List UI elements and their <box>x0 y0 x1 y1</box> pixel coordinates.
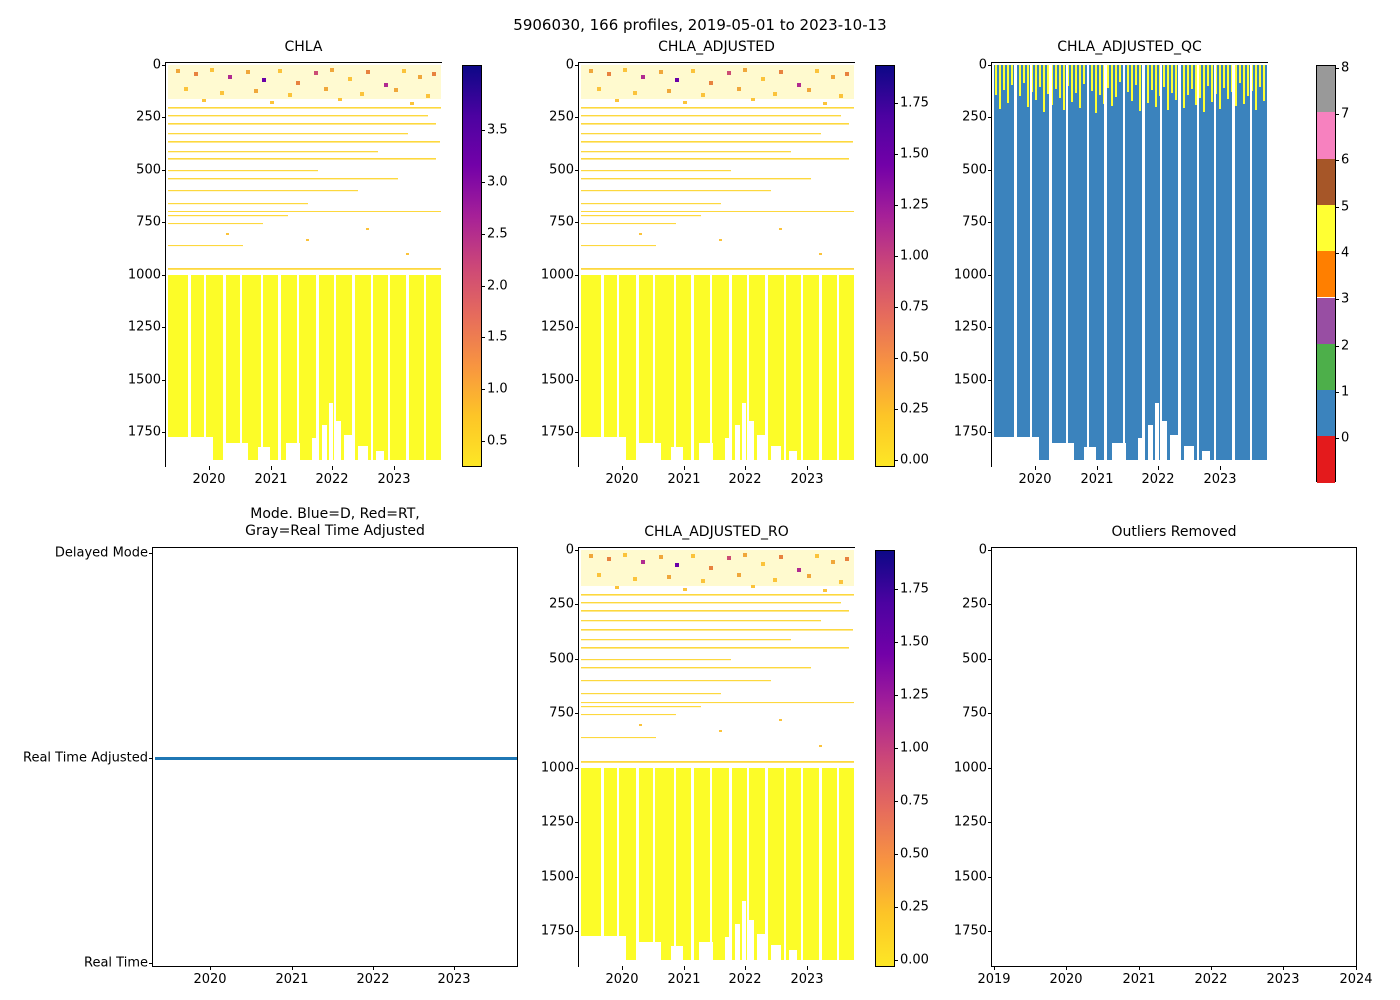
qc-tick-label: 0 <box>1341 430 1350 446</box>
xtick-label: 2022 <box>1194 972 1228 987</box>
xtick-label: 2020 <box>193 972 227 987</box>
panel-mode-title-line1: Mode. Blue=D, Red=RT, <box>250 506 420 522</box>
ytick-label: 1000 <box>953 267 987 283</box>
figure-suptitle: 5906030, 166 profiles, 2019-05-01 to 2023-10-13 <box>513 16 887 34</box>
cbtick-label: 1.0 <box>487 381 508 397</box>
xtick-label: 2023 <box>1266 972 1300 987</box>
xtick-label: 2023 <box>790 972 824 987</box>
cbtick-label: 1.00 <box>900 740 929 756</box>
panel-mode <box>23 506 518 987</box>
panel-chla <box>127 39 508 487</box>
ytick-label: 0 <box>565 57 574 73</box>
ytick-label: 250 <box>549 596 574 612</box>
qc-tick-label: 3 <box>1341 291 1350 307</box>
panel-chla-adjusted-qc-axes <box>953 57 1268 487</box>
colorbar-qc <box>1316 60 1350 482</box>
cbtick-label: 0.25 <box>900 899 929 915</box>
panel-mode-title <box>152 506 518 540</box>
cbtick-label: 0.50 <box>900 350 929 366</box>
cbtick-label: 1.25 <box>900 687 929 703</box>
xtick-label: 2021 <box>667 472 701 487</box>
qc-segment-7 <box>1317 112 1335 158</box>
cbtick-label: 2.5 <box>487 226 508 242</box>
ytick-label: 250 <box>962 596 987 612</box>
xtick-label: 2020 <box>605 472 639 487</box>
ytick-label: Delayed Mode <box>54 545 148 561</box>
ytick-label: 1000 <box>540 760 574 776</box>
qc-tick-label: 5 <box>1341 199 1350 215</box>
mode-series-line <box>155 757 517 760</box>
cbtick-label: 1.00 <box>900 248 929 264</box>
cbtick-label: 0.25 <box>900 401 929 417</box>
qc-segment-5 <box>1317 205 1335 251</box>
panel-chla-adjusted <box>540 39 929 487</box>
qc-segment-0 <box>1317 436 1335 483</box>
ytick-label: 1500 <box>953 372 987 388</box>
ytick-label: 750 <box>549 705 574 721</box>
ytick-label: 0 <box>152 57 161 73</box>
xtick-label: 2023 <box>377 472 411 487</box>
cbtick-label: 3.5 <box>487 122 508 138</box>
xtick-label: 2020 <box>1049 972 1083 987</box>
cbtick-label: 1.75 <box>900 581 929 597</box>
panel-outliers-removed-title: Outliers Removed <box>1111 524 1237 540</box>
xtick-label: 2023 <box>437 972 471 987</box>
qc-tick-label: 8 <box>1341 60 1350 76</box>
ytick-label: 750 <box>962 705 987 721</box>
xtick-label: 2023 <box>790 472 824 487</box>
qc-segment-2 <box>1317 344 1335 390</box>
xtick-label: 2021 <box>1122 972 1156 987</box>
ytick-label: 1250 <box>540 319 574 335</box>
ytick-label: 750 <box>962 214 987 230</box>
ytick-label: 500 <box>549 162 574 178</box>
qc-tick-label: 2 <box>1341 338 1350 354</box>
cbtick-label: 3.0 <box>487 174 508 190</box>
ytick-label: 0 <box>978 542 987 558</box>
cbtick-label: 1.25 <box>900 197 929 213</box>
ytick-label: 500 <box>549 651 574 667</box>
ytick-label: 1500 <box>540 869 574 885</box>
panel-chla-adjusted-qc <box>953 39 1350 487</box>
xtick-label: 2022 <box>728 972 762 987</box>
panel-chla-adjusted-ro-axes <box>540 542 855 987</box>
ytick-label: 1750 <box>540 424 574 440</box>
qc-segment-6 <box>1317 159 1335 205</box>
cbtick-label: 0.50 <box>900 846 929 862</box>
ytick-label: 750 <box>549 214 574 230</box>
ytick-label: 1000 <box>127 267 161 283</box>
ytick-label: 0 <box>978 57 987 73</box>
ytick-label: 250 <box>136 109 161 125</box>
xtick-label: 2020 <box>605 972 639 987</box>
panel-chla-adjusted-qc-title: CHLA_ADJUSTED_QC <box>1057 39 1202 55</box>
ytick-label: 500 <box>962 651 987 667</box>
panel-outliers-removed <box>953 524 1373 987</box>
ytick-label: 250 <box>962 109 987 125</box>
xtick-label: 2023 <box>1203 472 1237 487</box>
ytick-label: 500 <box>962 162 987 178</box>
ytick-label: 1500 <box>540 372 574 388</box>
ytick-label: 250 <box>549 109 574 125</box>
ytick-label: 750 <box>136 214 161 230</box>
qc-segment-3 <box>1317 298 1335 344</box>
xtick-label: 2022 <box>315 472 349 487</box>
cbtick-label: 1.50 <box>900 634 929 650</box>
cbtick-label: 1.50 <box>900 146 929 162</box>
qc-tick-label: 1 <box>1341 384 1350 400</box>
ytick-label: 1750 <box>127 424 161 440</box>
qc-tick-label: 7 <box>1341 106 1350 122</box>
ytick-label: 1750 <box>953 424 987 440</box>
panel-outliers-removed-axes <box>953 542 1373 987</box>
panel-chla-title: CHLA <box>284 39 323 55</box>
panel-chla-axes <box>127 57 442 487</box>
ytick-label: 1250 <box>540 814 574 830</box>
cbtick-label: 0.5 <box>487 433 508 449</box>
xtick-label: 2020 <box>192 472 226 487</box>
ytick-label: 1500 <box>127 372 161 388</box>
panel-chla-adjusted-ro <box>540 524 929 987</box>
ytick-label: 1000 <box>953 760 987 776</box>
cbtick-label: 0.75 <box>900 299 929 315</box>
panel-mode-axes <box>23 545 518 987</box>
ytick-label: Real Time Adjusted <box>23 750 148 766</box>
cbtick-label: 2.0 <box>487 278 508 294</box>
xtick-label: 2021 <box>254 472 288 487</box>
ytick-label: 1250 <box>127 319 161 335</box>
xtick-label: 2021 <box>667 972 701 987</box>
qc-tick-label: 6 <box>1341 152 1350 168</box>
panel-mode-title-line2: Gray=Real Time Adjusted <box>245 523 425 539</box>
cbtick-label: 1.5 <box>487 329 508 345</box>
cbtick-label: 0.00 <box>900 452 929 468</box>
ytick-label: 1500 <box>953 869 987 885</box>
xtick-label: 2019 <box>977 972 1011 987</box>
xtick-label: 2022 <box>728 472 762 487</box>
ytick-label: 0 <box>565 542 574 558</box>
qc-segment-1 <box>1317 390 1335 436</box>
qc-segment-8 <box>1317 66 1335 112</box>
ytick-label: 1250 <box>953 319 987 335</box>
qc-tick-label: 4 <box>1341 245 1350 261</box>
xtick-label: 2024 <box>1339 972 1373 987</box>
panel-chla-adjusted-axes <box>540 57 855 487</box>
ytick-label: 1000 <box>540 267 574 283</box>
cbtick-label: 1.75 <box>900 95 929 111</box>
cbtick-label: 0.00 <box>900 952 929 968</box>
ytick-label: 1750 <box>953 923 987 939</box>
xtick-label: 2021 <box>275 972 309 987</box>
xtick-label: 2022 <box>356 972 390 987</box>
ytick-label: Real Time <box>84 955 148 971</box>
colorbar-chla-adjusted <box>875 65 929 468</box>
colorbar-chla-adjusted-ro <box>875 550 929 968</box>
panel-chla-adjusted-title: CHLA_ADJUSTED <box>658 39 775 55</box>
colorbar-chla <box>462 65 508 467</box>
qc-segment-4 <box>1317 251 1335 297</box>
ytick-label: 500 <box>136 162 161 178</box>
panel-chla-adjusted-ro-title: CHLA_ADJUSTED_RO <box>644 524 789 540</box>
xtick-label: 2021 <box>1080 472 1114 487</box>
ytick-label: 1250 <box>953 814 987 830</box>
xtick-label: 2022 <box>1141 472 1175 487</box>
ytick-label: 1750 <box>540 923 574 939</box>
cbtick-label: 0.75 <box>900 793 929 809</box>
xtick-label: 2020 <box>1018 472 1052 487</box>
